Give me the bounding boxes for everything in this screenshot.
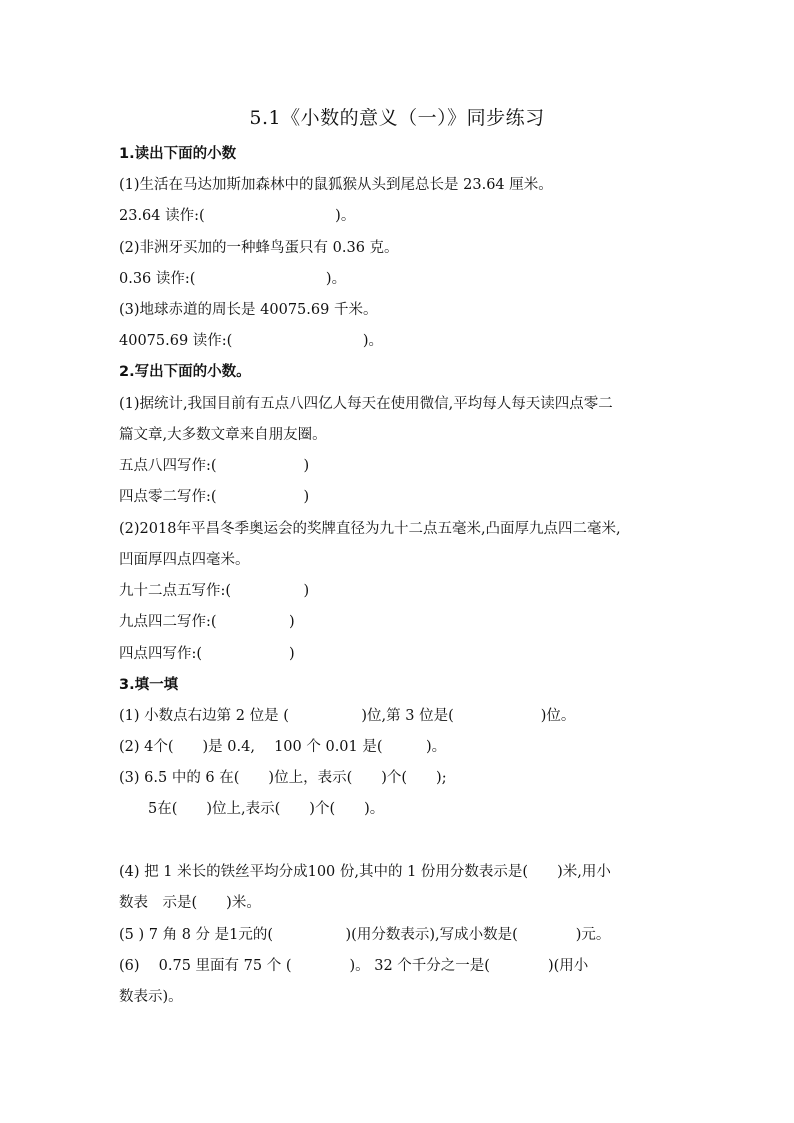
section-2-question-2-line-2: 凹面厚四点四毫米。 [119, 552, 250, 568]
section-3-item-4: (4) 把 1 米长的铁丝平均分成100 份,其中的 1 份用分数表示是( )米,用小 [119, 864, 611, 880]
section-1-answer-1: 23.64 读作:( )。 [119, 208, 356, 224]
section-3-item-2: (2) 4个( )是 0.4, 100 个 0.01 是( )。 [119, 739, 447, 755]
section-1-answer-2: 0.36 读作:( )。 [119, 271, 347, 287]
section-1-answer-3: 40075.69 读作:( )。 [119, 333, 383, 349]
section-3-item-3: (3) 6.5 中的 6 在( )位上，表示( )个( ); [119, 770, 447, 786]
section-2-answer-4: 九点四二写作:( ) [119, 614, 295, 630]
section-2-answer-5: 四点四写作:( ) [119, 646, 295, 662]
section-1-question-3: (3)地球赤道的周长是 40075.69 千米。 [119, 302, 378, 318]
section-1-question-2: (2)非洲牙买加的一种蜂鸟蛋只有 0.36 克。 [119, 240, 399, 256]
section-3-item-5: (5 ) 7 角 8 分 是1元的( )(用分数表示),写成小数是( )元。 [119, 927, 611, 943]
page-title: 5.1《小数的意义（一）》同步练习 [249, 107, 545, 129]
section-2-question-2-line-1: (2)2018年平昌冬季奥运会的奖牌直径为九十二点五毫米,凸面厚九点四二毫米, [119, 521, 621, 537]
section-2-answer-2: 四点零二写作:( ) [119, 489, 310, 505]
section-2-answer-3: 九十二点五写作:( ) [119, 583, 310, 599]
section-3-item-3-cont: 5在( )位上,表示( )个( )。 [119, 801, 385, 817]
section-2-question-1-line-1: (1)据统计,我国目前有五点八四亿人每天在使用微信,平均每人每天读四点零二 [119, 396, 613, 412]
section-2-heading: 2.写出下面的小数。 [119, 364, 251, 380]
section-3-heading: 3.填一填 [119, 677, 179, 693]
section-3-item-6-cont: 数表示)。 [119, 989, 183, 1005]
section-2-answer-1: 五点八四写作:( ) [119, 458, 310, 474]
section-1-heading: 1.读出下面的小数 [119, 146, 237, 162]
section-1-question-1: (1)生活在马达加斯加森林中的鼠狐猴从头到尾总长是 23.64 厘米。 [119, 177, 553, 193]
section-3-item-6: (6) 0.75 里面有 75 个 ( )。 32 个千分之一是( )(用小 [119, 958, 589, 974]
section-3-item-4-cont: 数表 示是( )米。 [119, 895, 261, 911]
section-3-item-1: (1) 小数点右边第 2 位是 ( )位,第 3 位是( )位。 [119, 708, 576, 724]
section-2-question-1-line-2: 篇文章,大多数文章来自朋友圈。 [119, 427, 327, 443]
